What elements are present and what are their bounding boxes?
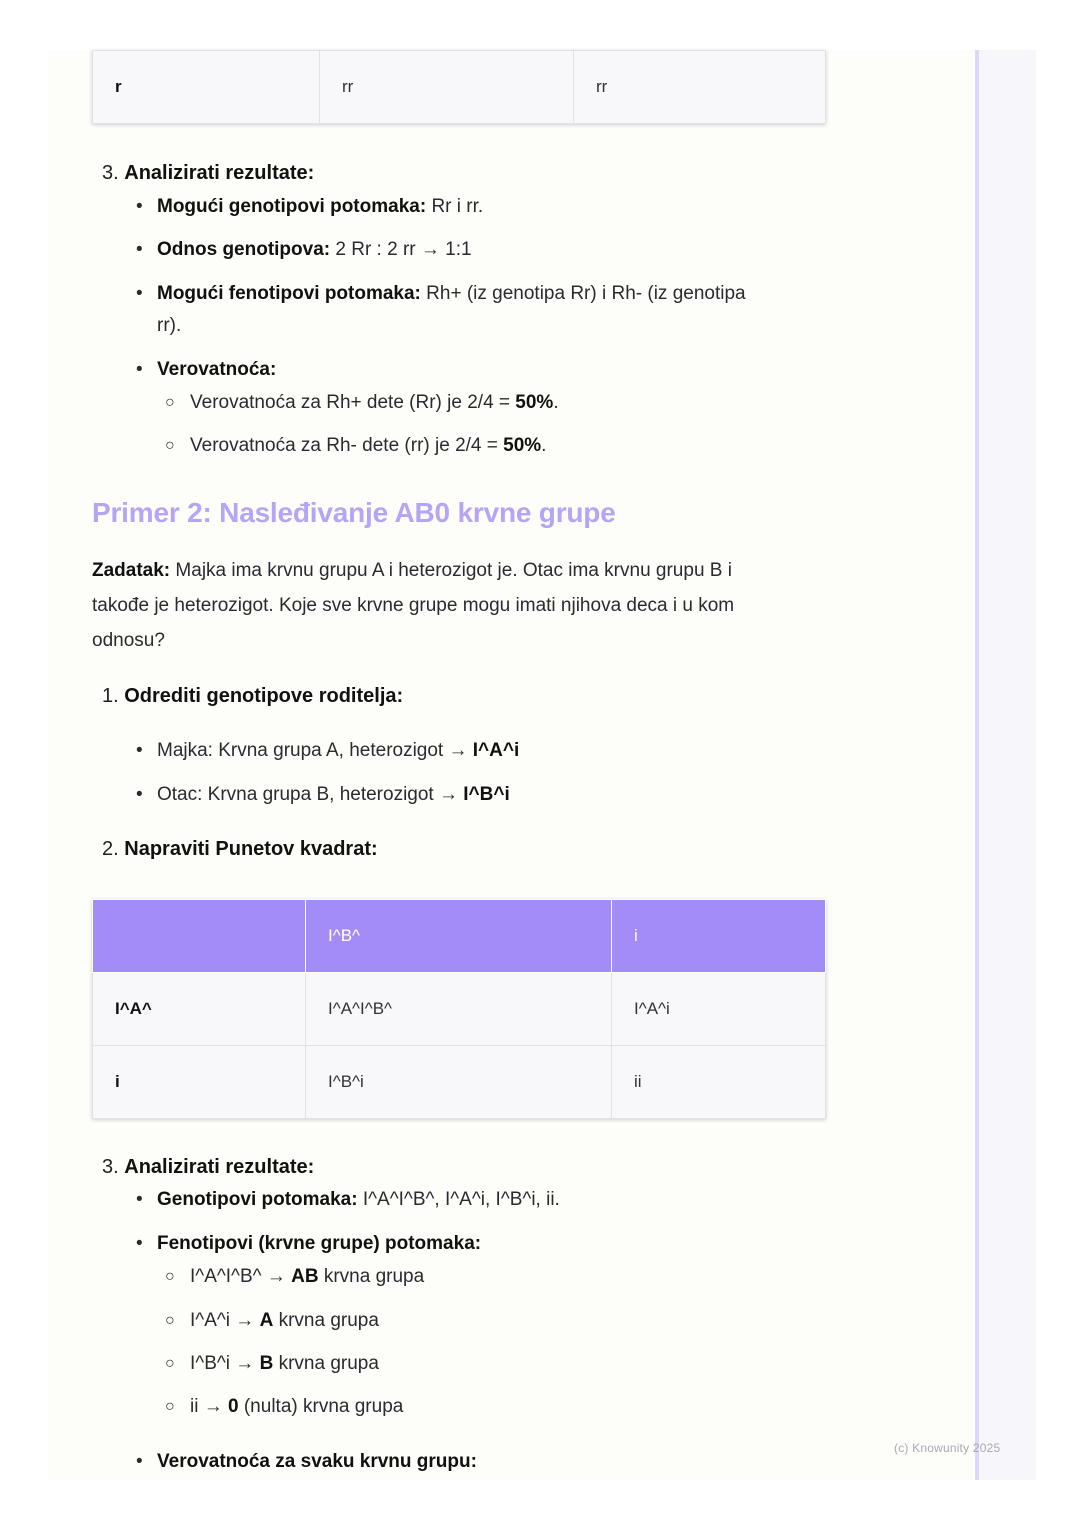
table-cell: r — [93, 51, 320, 124]
table-cell: rr — [320, 51, 574, 124]
table-cell: I^A^i — [612, 973, 826, 1046]
table-header-cell: i — [612, 900, 826, 973]
table-header-row — [93, 900, 826, 973]
scroll-strip[interactable] — [975, 50, 1036, 1480]
bullet-icon: • — [136, 196, 143, 217]
list-item: • Verovatnoća za svaku krvnu grupu: — [157, 1446, 477, 1478]
list-item: • Genotipovi potomaka: I^A^I^B^, I^A^i, I^B^i, ii. — [157, 1184, 560, 1216]
table-cell: I^A^I^B^ — [306, 973, 612, 1046]
bullet-icon: • — [136, 1233, 143, 1254]
list-item: • Mogući fenotipovi potomaka: Rh+ (iz genotipa Rr) i Rh- (iz genotipa rr). — [157, 278, 827, 342]
sub-list-item: ○ Verovatnoća za Rh+ dete (Rr) je 2/4 = 50%. — [190, 387, 559, 419]
table-cell: rr — [574, 51, 826, 124]
task-paragraph: Zadatak: Majka ima krvnu grupu A i heterozigot je. Otac ima krvnu grupu B i takođe je heterozigot. Koje sve krvne grupe mogu imati njihova deca i u kom odnosu? — [92, 560, 735, 651]
list-item: • Otac: Krvna grupa B, heterozigot → I^B^i — [157, 779, 510, 811]
table-row — [93, 51, 826, 124]
bullet-icon: • — [136, 283, 143, 304]
table-header-cell — [93, 900, 306, 973]
step-heading: 1. Odrediti genotipove roditelja: — [102, 685, 404, 707]
circle-bullet-icon: ○ — [165, 1398, 175, 1415]
circle-bullet-icon: ○ — [165, 394, 175, 411]
sub-list-item: ○ Verovatnoća za Rh- dete (rr) je 2/4 = 50%. — [190, 430, 546, 462]
watermark: (c) Knowunity 2025 — [894, 1441, 1001, 1455]
table-cell: i — [93, 1046, 306, 1119]
circle-bullet-icon: ○ — [165, 1268, 175, 1285]
sub-list-item: ○ ii → 0 (nulta) krvna grupa — [190, 1391, 403, 1423]
section-heading: Primer 2: Nasleđivanje AB0 krvne grupe — [92, 497, 616, 528]
step-heading: 2. Napraviti Punetov kvadrat: — [102, 838, 378, 860]
bullet-icon: • — [136, 784, 143, 805]
table-header-cell: I^B^ — [306, 900, 612, 973]
list-item: • Majka: Krvna grupa A, heterozigot → I^A^i — [157, 735, 519, 767]
punnett-table-rh — [92, 50, 826, 124]
circle-bullet-icon: ○ — [165, 437, 175, 454]
step-heading: 3. Analizirati rezultate: — [102, 162, 315, 184]
bullet-icon: • — [136, 359, 143, 380]
bullet-icon: • — [136, 239, 143, 260]
circle-bullet-icon: ○ — [165, 1312, 175, 1329]
table-row — [93, 973, 826, 1046]
step-heading: 3. Analizirati rezultate: — [102, 1156, 315, 1178]
table-cell: I^A^ — [93, 973, 306, 1046]
list-item: • Odnos genotipova: 2 Rr : 2 rr → 1:1 — [157, 234, 472, 266]
bullet-icon: • — [136, 1451, 143, 1472]
sub-list-item: ○ I^B^i → B krvna grupa — [190, 1348, 379, 1380]
list-item: • Verovatnoća: — [157, 354, 276, 386]
table-row — [93, 1046, 826, 1119]
list-item: • Fenotipovi (krvne grupe) potomaka: — [157, 1228, 481, 1260]
sub-list-item: ○ I^A^I^B^ → AB krvna grupa — [190, 1261, 424, 1293]
punnett-table-abo — [92, 899, 826, 1119]
bullet-icon: • — [136, 740, 143, 761]
circle-bullet-icon: ○ — [165, 1355, 175, 1372]
bullet-icon: • — [136, 1189, 143, 1210]
table-cell: I^B^i — [306, 1046, 612, 1119]
list-item: • Mogući genotipovi potomaka: Rr i rr. — [157, 191, 483, 223]
sub-list-item: ○ I^A^i → A krvna grupa — [190, 1305, 379, 1337]
table-cell: ii — [612, 1046, 826, 1119]
